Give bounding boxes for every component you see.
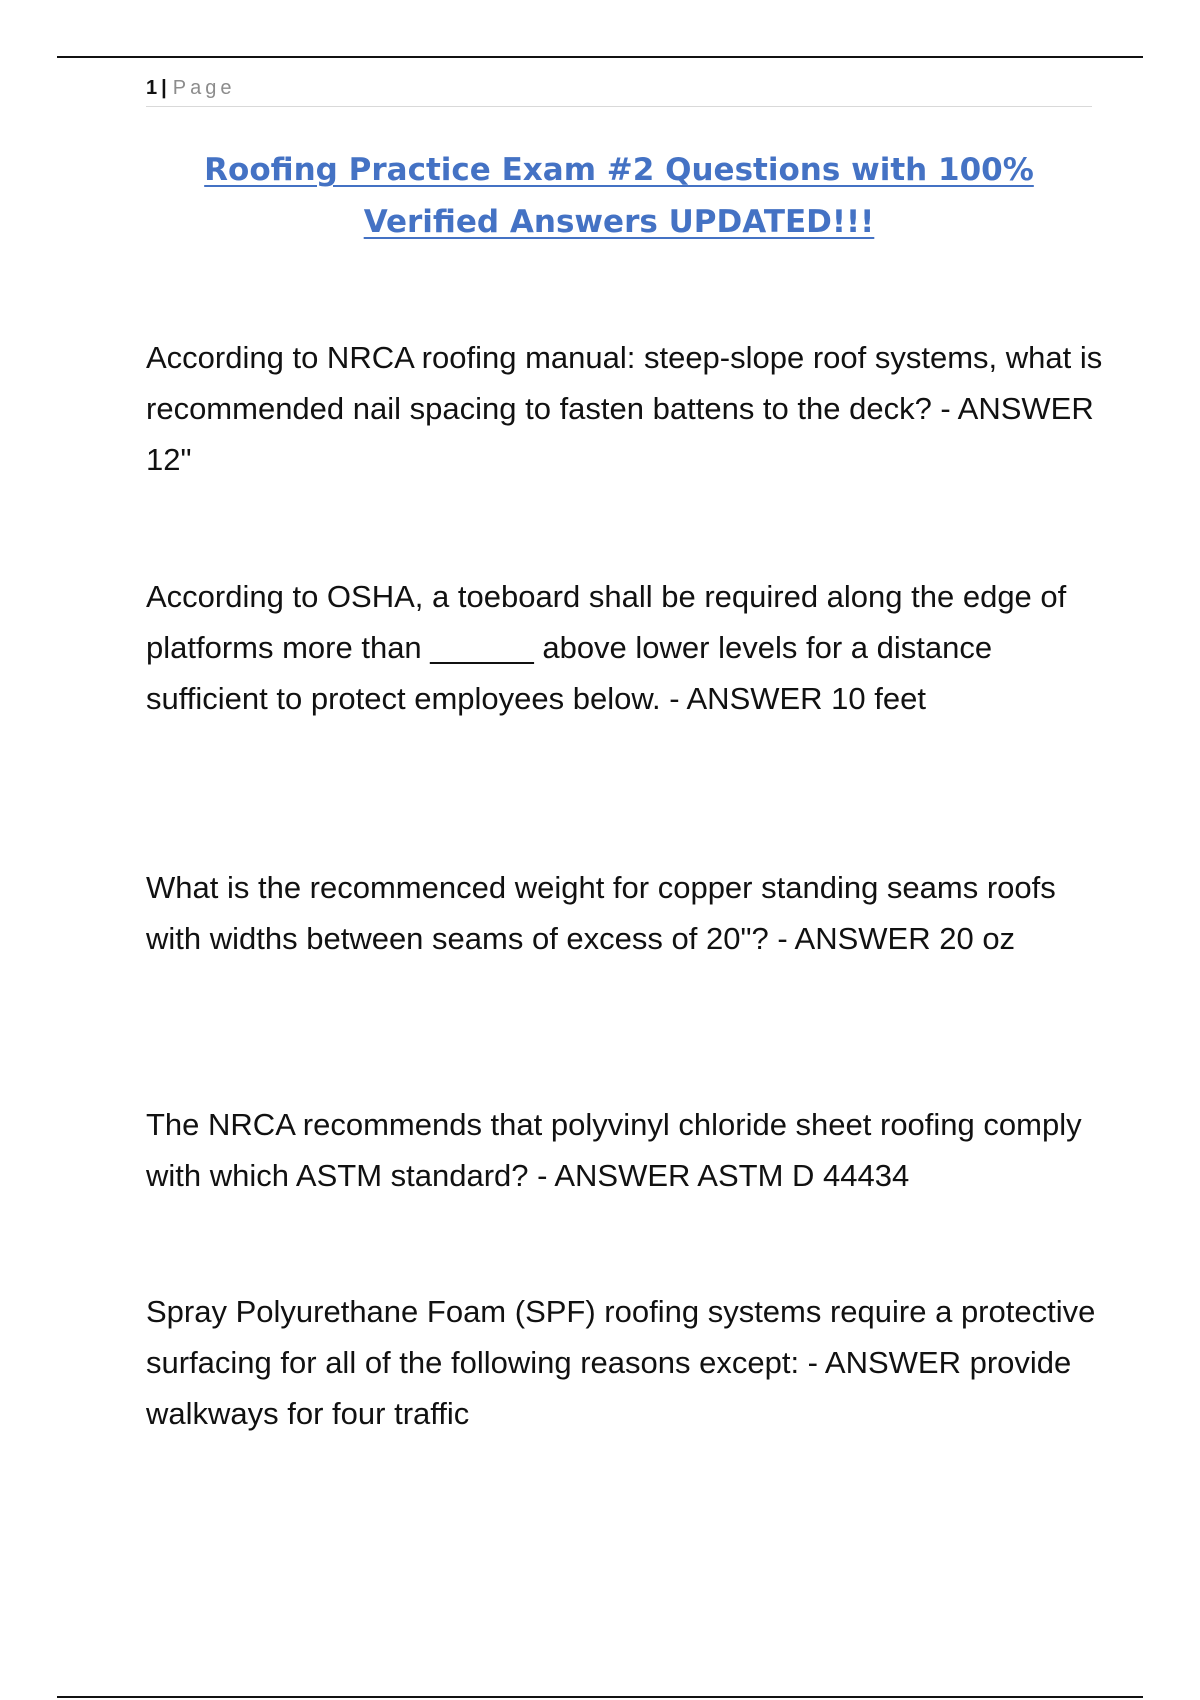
qa-item-1: According to NRCA roofing manual: steep-slope roof systems, what is recommended nail spacing to fasten battens to the deck? - ANSWER 12" [146,340,1103,477]
page-label: Page [172,77,236,99]
header-separator: | [161,77,167,99]
page-number: 1 [146,77,158,99]
page-header [146,74,1092,107]
title-line-2: Verified Answers UPDATED!!! [363,204,875,240]
document-title [146,144,1092,248]
qa-item-3: What is the recommenced weight for copper standing seams roofs with widths between seams of excess of 20"? - ANSWER 20 oz [146,870,1056,956]
top-border-line [57,56,1143,58]
qa-item-5: Spray Polyurethane Foam (SPF) roofing systems require a protective surfacing for all of the following reasons except: - ANSWER provide walkways for four traffic [146,1294,1096,1431]
title-line-1: Roofing Practice Exam #2 Questions with 100% [204,152,1034,188]
qa-item-4: The NRCA recommends that polyvinyl chloride sheet roofing comply with which ASTM standard? - ANSWER ASTM D 44434 [146,1107,1082,1193]
qa-item-2: According to OSHA, a toeboard shall be required along the edge of platforms more than ______ above lower levels for a distance sufficient to protect employees below. - ANSWER 10 feet [146,579,1067,716]
bottom-border-line [57,1696,1143,1698]
